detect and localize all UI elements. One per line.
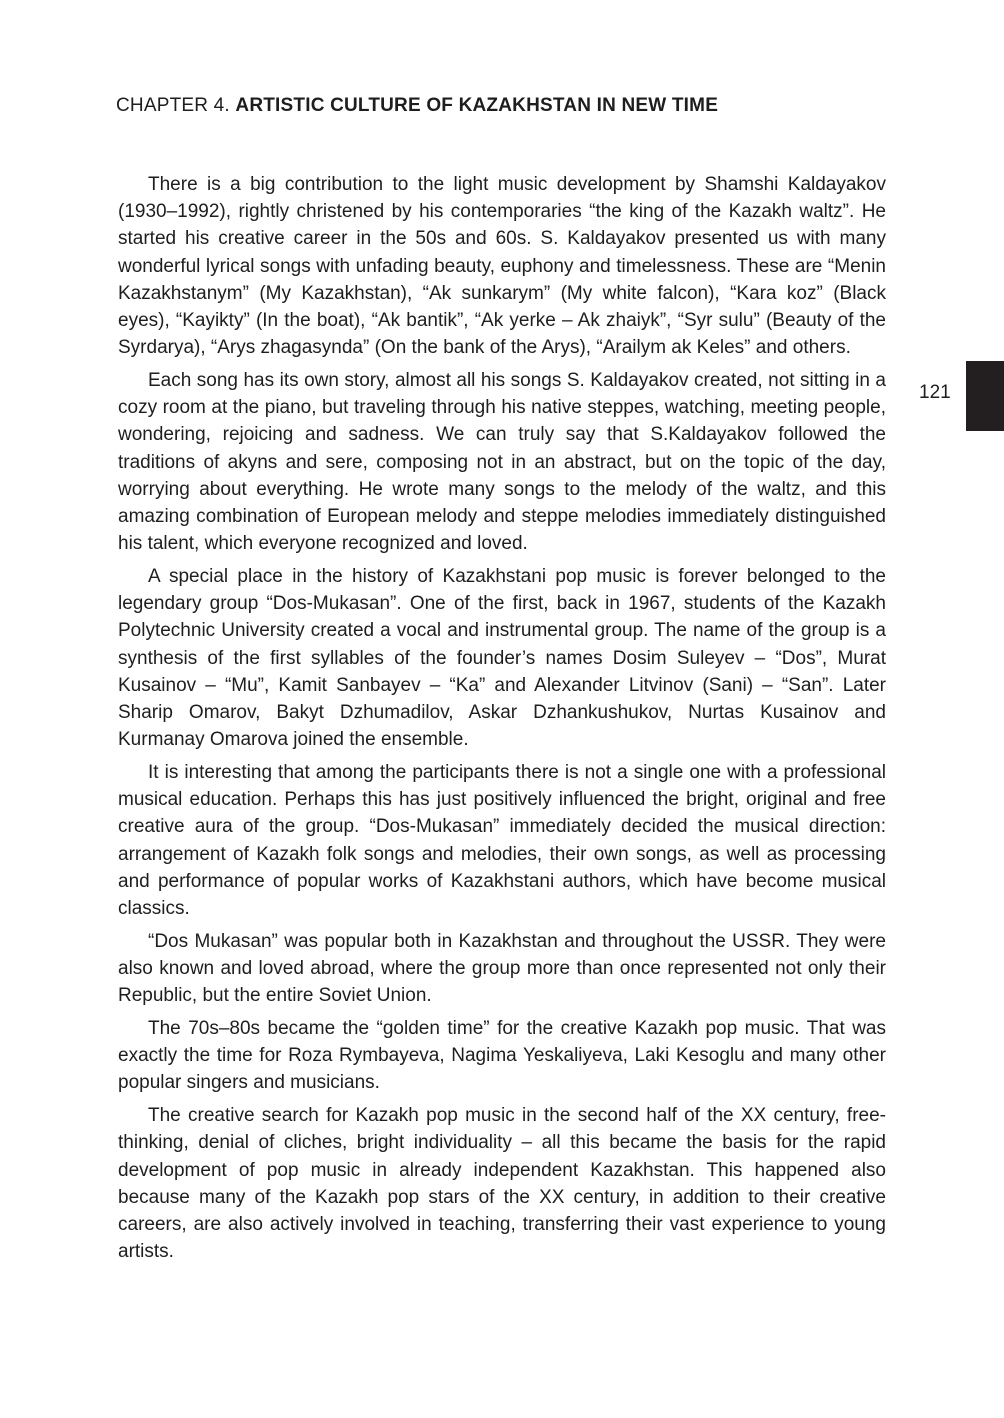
paragraph-1: There is a big contribution to the light music development by Shamshi Kaldayakov (1930–1992), rightly christened by his contemporaries “the king of the Kazakh waltz”. He started his creative career in the 50s and 60s. S. Kaldayakov presented us with many wonderful lyrical songs with unfading beauty, euphony and timelessness. These are “Menin Kazakhstanym” (My Kazakhstan), “Ak sunkarym” (My white falcon), “Kara koz” (Black eyes), “Kayikty” (In the boat), “Ak bantik”, “Ak yerke – Ak zhaiyk”, “Syr sulu” (Beauty of the Syrdarya), “Arys zhagasynda” (On the bank of the Arys), “Arailym ak Keles” and others.	[118, 174, 886, 359]
chapter-title: ARTISTIC CULTURE OF KAZAKHSTAN IN NEW TIME	[235, 95, 719, 116]
paragraph-6: The 70s–80s became the “golden time” for the creative Kazakh pop music. That was exactly the time for Roza Rymbayeva, Nagima Yeskaliyeva, Laki Kesoglu and many other popular singers and musicians.	[118, 1018, 886, 1094]
body-text	[118, 171, 886, 1271]
paragraph-4: It is interesting that among the participants there is not a single one with a professional musical education. Perhaps this has just positively influenced the bright, original and free creative aura of the group. “Dos-Mukasan” immediately decided the musical direction: arrangement of Kazakh folk songs and melodies, their own songs, as well as processing and performance of popular works of Kazakhstani authors, which have become musical classics.	[118, 762, 886, 920]
paragraph-2: Each song has its own story, almost all his songs S. Kaldayakov created, not sitting in a cozy room at the piano, but traveling through his native steppes, watching, meeting people, wondering, rejoicing and sadness. We can truly say that S.Kaldayakov followed the traditions of akyns and sere, composing not in an abstract, but on the topic of the day, worrying about everything. He wrote many songs to the melody of the waltz, and this amazing combination of European melody and steppe melodies immediately distinguished his talent, which everyone recognized and loved.	[118, 370, 886, 555]
paragraph-3: A special place in the history of Kazakhstani pop music is forever belonged to the legendary group “Dos-Mukasan”. One of the first, back in 1967, students of the Kazakh Polytechnic University created a vocal and instrumental group. The name of the group is a synthesis of the first syllables of the founder’s names Dosim Suleyev – “Dos”, Murat Kusainov – “Mu”, Kamit Sanbayev – “Ka” and Alexander Litvinov (Sani) – “San”. Later Sharip Omarov, Bakyt Dzhumadilov, Askar Dzhankushukov, Nurtas Kusainov and Kurmanay Omarova joined the ensemble.	[118, 566, 886, 751]
paragraph-5: “Dos Mukasan” was popular both in Kazakhstan and throughout the USSR. They were also known and loved abroad, where the group more than once represented not only their Republic, but the entire Soviet Union.	[118, 930, 886, 1007]
chapter-label: CHAPTER 4.	[116, 95, 230, 116]
running-header	[116, 95, 718, 117]
page-number: 121	[919, 382, 951, 403]
chapter-edge-tab	[966, 361, 1004, 431]
paragraph-7: The creative search for Kazakh pop music in the second half of the XX century, free-thinking, denial of cliches, bright individuality – all this became the basis for the rapid development of pop music in already independent Kazakhstan. This happened also because many of the Kazakh pop stars of the XX century, in addition to their creative careers, are also actively involved in teaching, transferring their vast experience to young artists.	[118, 1105, 886, 1263]
